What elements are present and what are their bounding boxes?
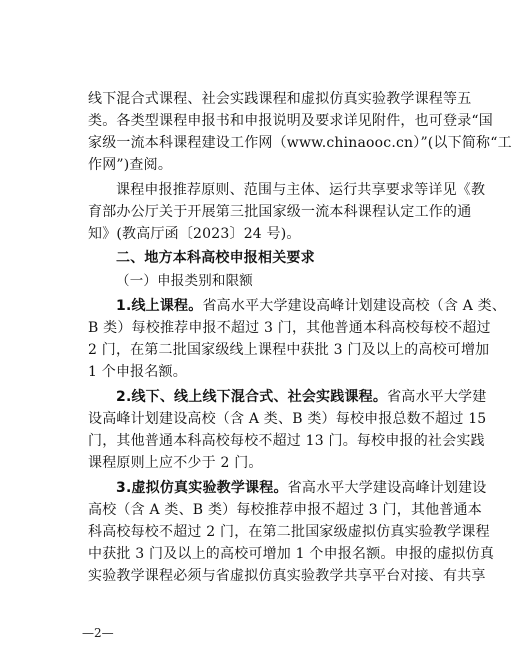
body-text-line: 1 个申报名额。 xyxy=(88,364,187,380)
item-text: 省高水平大学建 xyxy=(387,389,487,405)
paragraph-first-line xyxy=(116,388,487,406)
body-text-line: 课程申报推荐原则、范围与主体、运行共享要求等详见《教 xyxy=(116,182,486,198)
item-text: 省高水平大学建设高峰计划建设 xyxy=(287,480,487,496)
body-text-line: 线下混合式课程、社会实践课程和虚拟仿真实验教学课程等五 xyxy=(88,91,472,107)
body-text-line: 课程原则上应不少于 2 门。 xyxy=(88,455,263,471)
body-text-line: 科高校每校不超过 2 门，在第二批国家级虚拟仿真实验教学课程 xyxy=(88,524,490,540)
body-text-line: 作网”)查阅。 xyxy=(88,157,173,173)
subsection-heading: （一）申报类别和限额 xyxy=(116,273,253,289)
body-text-line: 家级一流本科课程建设工作网（www.chinaooc.cn）”(以下简称“工 xyxy=(88,135,512,151)
paragraph-first-line xyxy=(116,297,507,315)
body-text-line: 知》(教高厅函〔2023〕24 号)。 xyxy=(88,226,301,242)
body-text-line: 2 门，在第二批国家级线上课程中获批 3 门及以上的高校可增加 xyxy=(88,342,490,358)
item-text: 省高水平大学建设高峰计划建设高校（含 A 类、 xyxy=(202,298,507,314)
item-title: 2.线下、线上线下混合式、社会实践课程。 xyxy=(116,389,388,405)
section-heading: 二、地方本科高校申报相关要求 xyxy=(116,250,315,266)
body-text-line: 门，其他普通本科高校每校不超过 13 门。每校申报的社会实践 xyxy=(88,433,485,449)
body-text-line: 实验教学课程必须与省虚拟仿真实验教学共享平台对接、有共享 xyxy=(88,568,486,584)
body-text-line: 育部办公厅关于开展第三批国家级一流本科课程认定工作的通 xyxy=(88,204,472,220)
body-text-line: 高校（含 A 类、B 类）每校推荐申报不超过 3 门，其他普通本 xyxy=(88,502,482,518)
item-title: 3.虚拟仿真实验教学课程。 xyxy=(116,480,288,496)
page-number: —2— xyxy=(82,626,114,640)
body-text-line: 类。各类型课程申报书和申报说明及要求详见附件，也可登录“国 xyxy=(88,113,493,129)
paragraph-first-line xyxy=(116,479,487,497)
body-text-line: 设高峰计划建设高校（含 A 类、B 类）每校申报总数不超过 15 xyxy=(88,411,487,427)
body-text-line: B 类）每校推荐申报不超过 3 门，其他普通本科高校每校不超过 xyxy=(88,320,491,336)
item-title: 1.线上课程。 xyxy=(116,298,203,314)
body-text-line: 中获批 3 门及以上的高校可增加 1 个申报名额。申报的虚拟仿真 xyxy=(88,546,495,562)
